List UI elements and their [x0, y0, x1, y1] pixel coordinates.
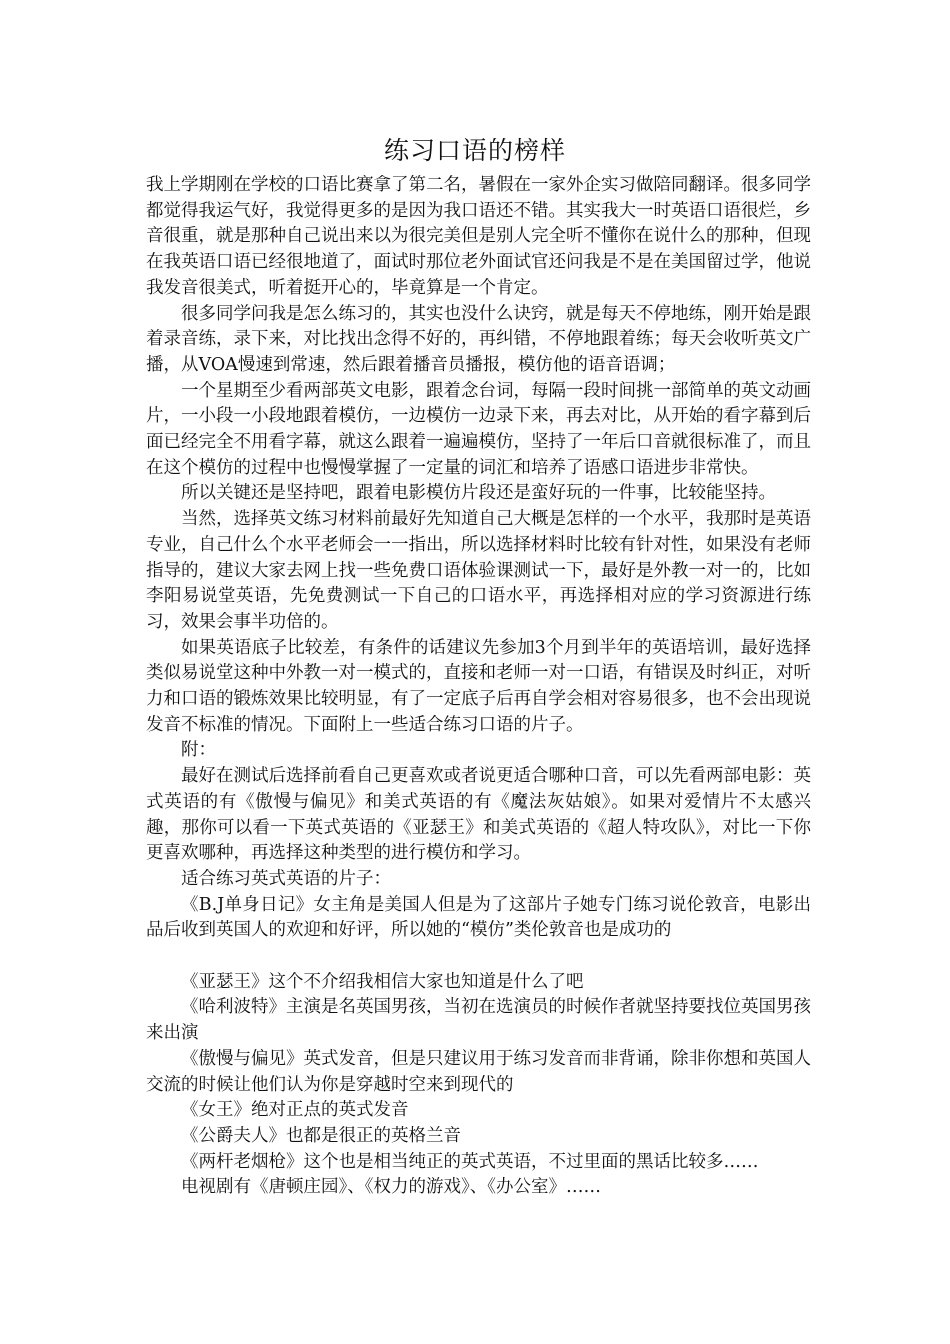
document-body: [146, 173, 811, 1201]
film-item: 《傲慢与偏见》英式发音，但是只建议用于练习发音而非背诵，除非你想和英国人交流的时候让他们认为你是穿越时空来到现代的: [146, 1048, 811, 1095]
film-item: 《公爵夫人》也都是很正的英格兰音: [181, 1126, 461, 1146]
film-item: 《女王》绝对正点的英式发音: [181, 1100, 409, 1121]
tv-series-item: 电视剧有《唐顿庄园》、《权力的游戏》、《办公室》……: [181, 1177, 601, 1198]
list-heading: 适合练习英式英语的片子：: [181, 868, 391, 889]
document-title: 练习口语的榜样: [383, 136, 566, 165]
paragraph-3: 一个星期至少看两部英文电影，跟着念台词，每隔一段时间挑一部简单的英文动画片，一小段一小段地跟着模仿，一边模仿一边录下来，再去对比，从开始的看字幕到后面已经完全不用看字幕，就这么跟着一遍遍模仿，坚持了一年后口音就很标准了，而且在这个模仿的过程中也慢慢掌握了一定量的词汇和培养了语感口语进步非常快。: [146, 380, 811, 478]
paragraph-6: 如果英语底子比较差，有条件的话建议先参加3个月到半年的英语培训，最好选择类似易说堂这种中外教一对一模式的，直接和老师一对一口语，有错误及时纠正，对听力和口语的锻炼效果比较明显，有了一定底子后再自学会相对容易很多，也不会出现说发音不标准的情况。下面附上一些适合练习口语的片子。: [146, 637, 811, 735]
paragraph-7: 最好在测试后选择前看自己更喜欢或者说更适合哪种口音，可以先看两部电影：英式英语的有《傲慢与偏见》和美式英语的有《魔法灰姑娘》。如果对爱情片不太感兴趣，那你可以看一下英式英语的《亚瑟王》和美式英语的《超人特攻队》，对比一下你更喜欢哪种，再选择这种类型的进行模仿和学习。: [146, 766, 811, 864]
film-item: 《亚瑟王》这个不介绍我相信大家也知道是什么了吧: [181, 971, 584, 992]
appendix-label: 附：: [181, 740, 216, 761]
paragraph-4: 所以关键还是坚持吧，跟着电影模仿片段还是蛮好玩的一件事，比较能坚持。: [181, 483, 776, 504]
film-item: 《哈利波特》主演是名英国男孩，当初在选演员的时候作者就坚持要找位英国男孩来出演: [146, 997, 811, 1044]
paragraph-5: 当然，选择英文练习材料前最好先知道自己大概是怎样的一个水平，我那时是英语专业，自己什么个水平老师会一一指出，所以选择材料时比较有针对性，如果没有老师指导的，建议大家去网上找一些免费口语体验课测试一下，最好是外教一对一的，比如李阳易说堂英语，先免费测试一下自己的口语水平，再选择相对应的学习资源进行练习，效果会事半功倍的。: [146, 509, 811, 632]
paragraph-1: 我上学期刚在学校的口语比赛拿了第二名，暑假在一家外企实习做陪同翻译。很多同学都觉得我运气好，我觉得更多的是因为我口语还不错。其实我大一时英语口语很烂，乡音很重，就是那种自己说出来以为很完美但是别人完全听不懂你在说什么的那种，但现在我英语口语已经很地道了，面试时那位老外面试官还问我是不是在美国留过学，他说我发音很美式，听着挺开心的，毕竟算是一个肯定。: [146, 175, 811, 298]
film-item: 《两杆老烟枪》这个也是相当纯正的英式英语，不过里面的黑话比较多……: [181, 1151, 759, 1172]
film-item: 《B.J单身日记》女主角是美国人但是为了这部片子她专门练习说伦敦音，电影出品后收到英国人的欢迎和好评，所以她的“模仿”类伦敦音也是成功的: [146, 894, 811, 941]
blank-line: [146, 944, 811, 970]
paragraph-2: 很多同学问我是怎么练习的，其实也没什么诀窍，就是每天不停地练，刚开始是跟着录音练，录下来，对比找出念得不好的，再纠错，不停地跟着练；每天会收听英文广播，从VOA慢速到常速，然后跟着播音员播报，模仿他的语音语调；: [146, 303, 811, 375]
